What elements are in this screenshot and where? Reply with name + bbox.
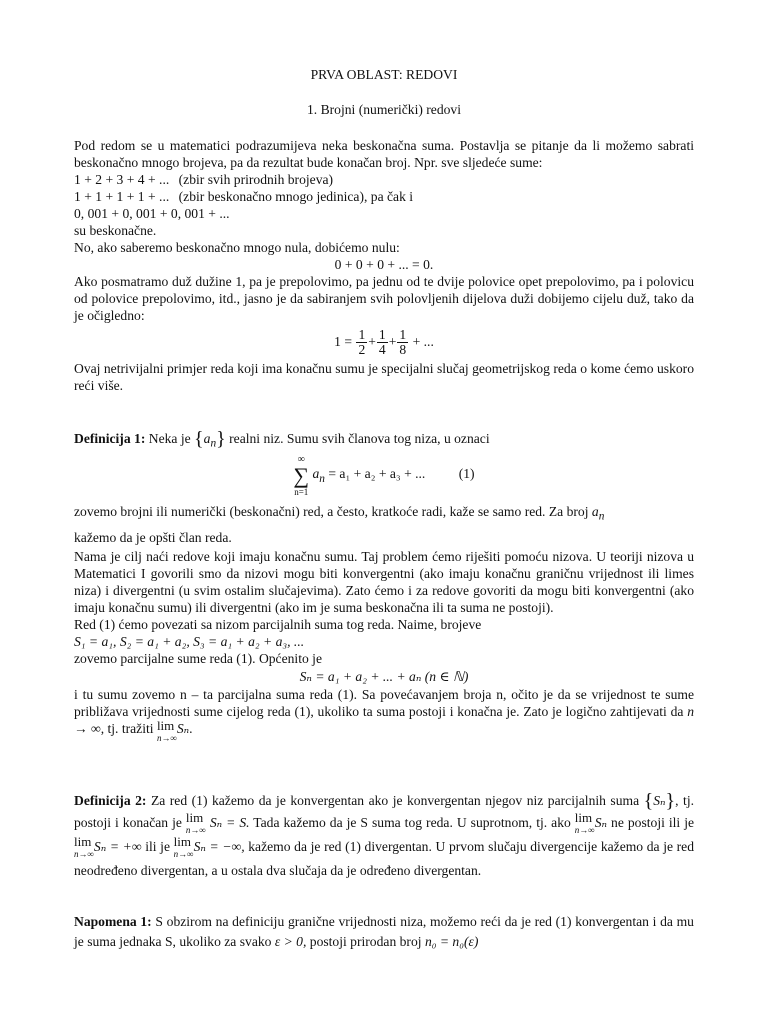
equation-number-1: (1) [458,465,475,481]
definition-1-text-a: Neka je [145,431,195,446]
partial-sums-formula-1: S₁ = a₁, S₂ = a₁ + a₂, S₃ = a₁ + a₂ + a₃, ... [74,634,305,649]
example-formula-2: 1 + 1 + 1 + 1 + ... [74,189,170,204]
example-formula-1: 1 + 2 + 3 + 4 + ... [74,172,170,187]
intro-block [74,137,694,394]
partial-sums-paragraph: Nama je cilj naći redove koji imaju konačnu sumu. Taj problem ćemo riješiti pomoću nizova. U teoriji nizova u Matematici I govorili smo da nizovi mogu biti konvergentni (ako imaju konačnu graničnu vrijednost ili limes niza) i divergentni (u svim ostalim slučajevima). Zato ćemo i za redove govoriti da mogu biti konvergentni (ako imaju konačnu sumu) ili divergentni (ako im je suma beskonačna ili ta suma ne postoji). [74,549,694,615]
zero-sum-formula: 0 + 0 + 0 + ... = 0. [334,257,434,272]
infinite-sums-line: su beskonačne. [74,223,157,238]
example-line-1 [74,171,694,188]
definition-1-block [74,430,694,546]
definition-1-text-d: kažemo da je opšti član reda. [74,530,232,546]
definition-1-text-c: zovemo brojni ili numerički (beskonačni) red, a često, kratkoće radi, kaže se samo red. Za broj [74,503,592,519]
note-1-block [74,912,694,952]
partial-sums-line-1: Red (1) ćemo povezati sa nizom parcijalnih suma tog reda. Naime, brojeve [74,617,482,632]
intro-paragraph: Pod redom se u matematici podrazumijeva neka beskonačna suma. Postavlja se pitanje da li možemo sabrati beskonačno mnogo brojeva, pa da rezultat bude konačan broj. Npr. sve sljedeće sume: [74,138,694,170]
section-heading: 1. Brojni (numerički) redovi [306,102,462,117]
partial-sums-formula-2: Sₙ = a₁ + a₂ + ... + aₙ (n ∈ ℕ) [299,669,469,684]
halving-tail: + ... [412,334,434,349]
halving-paragraph: Ako posmatramo duž dužine 1, pa je prepolovimo, pa jednu od te dvije polovice opet prepolovimo, pa i polovicu od polovice prepolovimo, itd., jasno je da sabiranjem svih polovljenih dijelova duži dobijemo cijelu duž, tako da je očigledno: [74,274,694,323]
sigma-symbol: ∞ ∑ n=1 [293,453,310,497]
example-line-2 [74,188,694,205]
document-title: PRVA OBLAST: REDOVI [310,67,458,82]
sequence-symbol: a [203,431,211,446]
halving-lhs: 1 = [334,334,353,349]
partial-sums-line-2: zovemo parcijalne sume reda (1). Općenito je [74,651,322,666]
definition-2-paragraph: Definicija 2: Za red (1) kažemo da je konvergentan ako je konvergentan njegov niz parcijalnih suma {Sₙ}, tj. postoji i konačan je lim n→∞ Sₙ = S. Tada kažemo da je S suma tog reda. U suprotnom, tj. ako lim n→∞ Sₙ ne postoji ili je lim n→∞ Sₙ = +∞ ili je lim n→∞ Sₙ = −∞, kažemo da je red (1) divergentan. U prvom slučaju divergencije kažemo da je red neodređeno divergentan, a u ostala dva slučaja da je određeno divergentan. [74,790,695,878]
partial-sums-paragraph-2: i tu sumu zovemo n – ta parcijalna suma reda (1). Sa povećavanjem broja n, očito je da se vrijednost te sume približava vrijednosti sume cijelog reda (1), ukoliko ta suma postoji i konačna je. Zato je logično zahtijevati da n → ∞, tj. tražiti lim n→∞ Sₙ. [74,687,694,743]
zero-sum-line: No, ako saberemo beskonačno mnogo nula, dobićemo nulu: [74,240,400,255]
halving-formula: 1 = $\frac{1}{2}$ + $\frac{1}{4}$ + $\frac{1}{8}$ + ... [334,327,434,358]
definition-1-text-b: realni niz. Sumu svih članova tog niza, u oznaci [225,431,490,446]
note-1-paragraph: Napomena 1: S obzirom na definiciju granične vrijednosti niza, možemo reći da je red (1) konvergentan i da mu je suma jednaka S, ukoliko za svako ε > 0, postoji prirodan broj n₀ = n₀(ε) [74,914,694,949]
example-note-2: (zbir beskonačno mnogo jedinica), pa čak i [178,189,414,204]
definition-1-text-c-line: zovemo brojni ili numerički (beskonačni) red, a često, kratkoće radi, kaže se samo red. Za broj $a_n$ [74,503,605,523]
example-formula-3: 0, 001 + 0, 001 + 0, 001 + ... [74,206,230,221]
series-formula: ∞ ∑ n=1 $a_n = a_1 + a_2 + a_3$ + ... (1) [293,453,475,497]
fraction-eighth: $\frac{1}{8}$ [399,327,407,358]
geometric-remark: Ovaj netrivijalni primjer reda koji ima konačnu sumu je specijalni slučaj geometrijskog reda o kome ćemo uskoro reći više. [74,361,694,393]
series-rhs: = a₁ + a₂ + a₃ + ... [328,465,426,481]
definition-1-line: Definicija 1: Neka je $\{a_n\}$ realni niz. Sumu svih članova tog niza, u oznaci [74,428,490,450]
fraction-half: $\frac{1}{2}$ [358,327,366,358]
definition-1-label: Definicija 1: [74,431,146,446]
fraction-quarter: $\frac{1}{4}$ [378,327,386,358]
note-1-label: Napomena 1: [74,914,152,929]
definition-2-block [74,790,694,881]
example-note-1: (zbir svih prirodnih brojeva) [178,172,334,187]
partial-sums-block [74,548,694,744]
definition-2-label: Definicija 2: [74,793,147,808]
limit-expression: lim n→∞ [156,718,177,743]
